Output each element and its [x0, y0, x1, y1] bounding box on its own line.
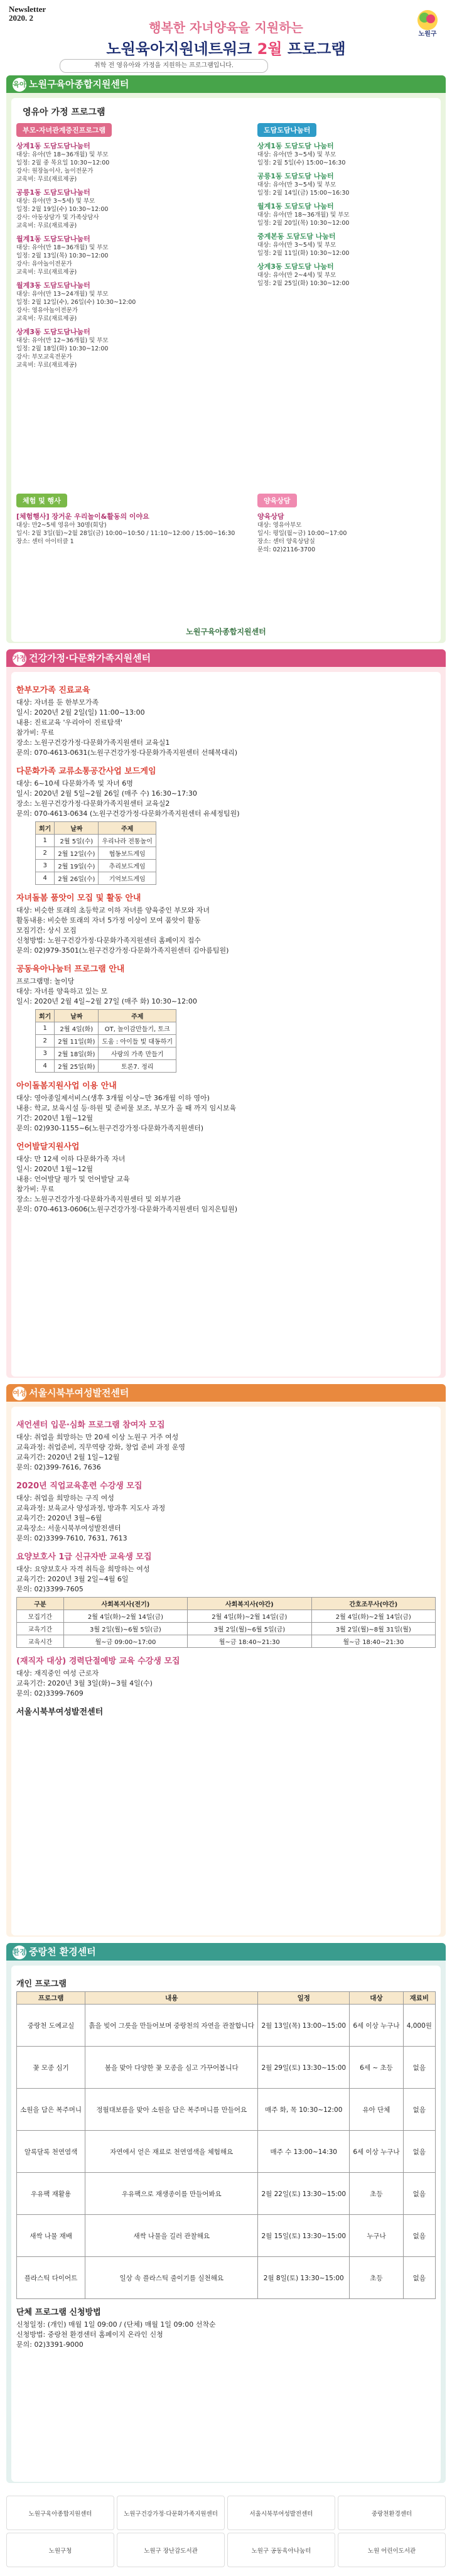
- counsel-detail: 대상: 영유아부모: [257, 522, 302, 529]
- table-cell: 없음: [403, 2215, 435, 2257]
- program-detail: 활동내용: 비슷한 또래의 자녀 5가정 이상이 모여 품앗이 활동: [16, 916, 201, 924]
- table-cell: 새싹 나물 재배: [17, 2215, 85, 2257]
- partner-logo: 중랑천환경센터: [338, 2496, 446, 2530]
- partner-logos: [6, 2496, 446, 2567]
- program-detail: 교육비: 무료(재료제공): [16, 269, 77, 276]
- table-row: [36, 835, 156, 847]
- program-heading: 2020년 직업교육훈련 수강생 모집: [16, 1481, 143, 1491]
- program-title: 상계1동 도담도담 나눔터: [257, 142, 334, 150]
- counsel-block: [257, 494, 439, 554]
- table-cell: 4: [36, 1060, 55, 1073]
- table-cell: 유아 단체: [350, 2089, 403, 2131]
- program-detail: 대상: 유아(만 3~5세) 및 부모: [257, 181, 336, 188]
- program-detail: 대상: 유아(만 12~36개월) 및 부모: [16, 337, 109, 344]
- table-row: [17, 2173, 436, 2215]
- table-cell: 추리보드게임: [99, 860, 156, 872]
- program-detail: 강사: 아동상담가 및 가족상담사: [16, 214, 99, 221]
- program-detail: 대상: 취업을 희망하는 구직 여성: [16, 1494, 114, 1502]
- table-cell: 꽃 모종 심기: [17, 2047, 85, 2089]
- table-cell: 2월 19일(수): [55, 860, 99, 872]
- table-cell: 월~금 18:40~21:30: [188, 1635, 311, 1648]
- table-cell: 4: [36, 872, 55, 885]
- program-detail: 일정: 2월 5일(수) 15:00~16:30: [257, 160, 346, 166]
- table-cell: 3: [36, 1047, 55, 1060]
- program-detail: 교육비: 무료(재료제공): [16, 362, 77, 369]
- newsletter-title: [0, 36, 452, 58]
- partner-logo: 노원구건강가정·다문화가족지원센터: [117, 2496, 225, 2530]
- table-cell: 없음: [403, 2257, 435, 2299]
- table-cell: 매주 수 13:00~14:30: [258, 2131, 350, 2173]
- table-cell: 우유팩으로 재생종이를 만들어봐요: [85, 2173, 258, 2215]
- table-header: 내용: [85, 1992, 258, 2005]
- program-title: 월계3동 도담도담나눔터: [16, 281, 90, 290]
- program-heading: 새언센터 입문·심화 프로그램 참여자 모집: [16, 1421, 165, 1430]
- table-row: [17, 2089, 436, 2131]
- section-header: [6, 1384, 446, 1402]
- program-detail: 내용: 학교, 보육시설 등·하원 및 준비물 보조, 부모가 올 때 까지 임시보육: [16, 1104, 237, 1112]
- program-detail: 대상: 유아(만 18~36개월) 및 부모: [16, 151, 109, 158]
- table-header: 대상: [350, 1992, 403, 2005]
- program-detail: 대상: 자녀를 둔 한부모가족: [16, 698, 99, 706]
- program-title: 상계3동 도담도담 나눔터: [257, 262, 334, 271]
- section-header: [6, 1943, 446, 1961]
- dodam-tag: 도담도담나눔터: [257, 123, 316, 137]
- issue-date: 2020. 2: [9, 13, 33, 23]
- program-detail: 대상: 유아(만 3~5세) 및 부모: [257, 151, 336, 158]
- program-detail: 장소: 노원구건강가정·다문화가족지원센터 교육실1: [16, 739, 170, 747]
- program-detail: 일정: 2월 18일(화) 10:30~12:00: [16, 345, 109, 352]
- table-row: [17, 1623, 436, 1635]
- notice-heading: 단체 프로그램 신청방법: [16, 2308, 101, 2317]
- course-table: [16, 1597, 436, 1648]
- program-heading: 개인 프로그램: [16, 1979, 67, 1989]
- women-program-box: [11, 1407, 441, 1935]
- program-detail: 대상: 유아(만 18~36개월) 및 부모: [16, 244, 109, 251]
- program-detail: 기간: 2020년 1월~12월: [16, 1114, 94, 1122]
- partner-logo: 노원구청: [6, 2533, 114, 2567]
- table-header: 주제: [99, 1010, 176, 1022]
- table-cell: 3월 2일(월)~6월 5일(금): [188, 1623, 311, 1635]
- program-detail: 일시: 2020년 2월 4일~2월 27일 (매주 화) 10:30~12:00: [16, 997, 197, 1005]
- program-title: 중계본동 도담도담 나눔터: [257, 232, 336, 241]
- program-detail: 강사: 부모교육전문가: [16, 354, 72, 360]
- table-row: [36, 1022, 176, 1035]
- program-detail: 내용: 언어발달 평가 및 언어발달 교육: [16, 1175, 130, 1183]
- table-cell: 2월 8일(토) 13:30~15:00: [258, 2257, 350, 2299]
- table-cell: 초등: [350, 2173, 403, 2215]
- center-footer: 서울시북부여성발전센터: [16, 1707, 104, 1717]
- table-cell: 중랑천 도예교실: [17, 2005, 85, 2047]
- table-cell: 3월 2일(월)~8월 31일(월): [311, 1623, 435, 1635]
- experience-tag: 체험 및 행사: [16, 494, 67, 507]
- program-detail: 대상: 유아(만 3~5세) 및 부모: [16, 198, 95, 205]
- table-cell: 플라스틱 다이어트: [17, 2257, 85, 2299]
- program-detail: 대상: 재직중인 여성 근로자: [16, 1669, 99, 1677]
- counsel-tag: 양육상담: [257, 494, 297, 507]
- table-header: 간호조무사(야간): [311, 1598, 435, 1610]
- program-detail: 대상: 유아(만 18~36개월) 및 부모: [257, 212, 350, 219]
- experience-detail: 장소: 센터 아이터클 1: [16, 538, 74, 545]
- table-cell: 없음: [403, 2047, 435, 2089]
- table-cell: 6세 ~ 초등: [350, 2047, 403, 2089]
- program-heading: 한부모가족 진료교육: [16, 686, 90, 695]
- nanum-schedule-table: [35, 1009, 176, 1073]
- table-cell: 교육시간: [17, 1635, 64, 1648]
- table-cell: 교육기간: [17, 1623, 64, 1635]
- program-detail: 교육장소: 서울시북부여성발전센터: [16, 1524, 121, 1532]
- program-heading: 아이돌봄지원사업 이용 안내: [16, 1081, 117, 1091]
- experience-title: [체험행사] 장거운 우리놀이&활동의 이야요: [16, 512, 149, 521]
- table-row: [17, 2047, 436, 2089]
- dodam-list: [257, 141, 439, 288]
- table-row: [36, 1060, 176, 1073]
- counsel-detail: 일시: 평일(월~금) 10:00~17:00: [257, 530, 347, 537]
- table-cell: 2월 26일(수): [55, 872, 99, 885]
- section-tag: 육아: [13, 78, 26, 92]
- program-detail: 대상: 영아종일제서비스(생후 3개월 이상~만 36개월 이하 영아): [16, 1094, 210, 1102]
- table-cell: 우유팩 재활용: [17, 2173, 85, 2215]
- program-detail: 문의: 02)930-1155~6(노원구건강가정·다문화가족지원센터): [16, 1124, 204, 1132]
- table-header: 사회복지사(야간): [188, 1598, 311, 1610]
- table-header: 주제: [99, 822, 156, 835]
- table-cell: 2월 4일(화)~2월 14일(금): [63, 1610, 187, 1623]
- section-environment-center: [6, 1943, 446, 2483]
- table-row: [36, 872, 156, 885]
- section-title: 중랑천 환경센터: [29, 1946, 96, 1957]
- program-detail: 문의: 02)399-7616, 7636: [16, 1463, 101, 1471]
- experience-block: [16, 494, 249, 546]
- counsel-lines: [257, 521, 439, 554]
- table-cell: 월~금 18:40~21:30: [311, 1635, 435, 1648]
- program-detail: 문의: 070-4613-0634 (노원구건강가정·다문화가족지원센터 유세정팀원): [16, 809, 240, 818]
- table-cell: 2월 29일(토) 13:30~15:00: [258, 2047, 350, 2089]
- program-detail: 일시: 2020년 1월~12월: [16, 1165, 94, 1173]
- program-detail: 대상: 자녀를 양육하고 있는 모: [16, 987, 108, 995]
- table-cell: 월~금 09:00~17:00: [63, 1635, 187, 1648]
- experience-lines: [16, 521, 249, 546]
- program-detail: 교육과정: 보육교사 양성과정, 방과후 지도사 과정: [16, 1504, 166, 1512]
- program-box: [11, 98, 441, 642]
- table-header: 일정: [258, 1992, 350, 2005]
- table-cell: 6세 이상 누구나: [350, 2131, 403, 2173]
- table-row: [17, 1610, 436, 1623]
- program-detail: 내용: 진료교육 '우리아이 진료탐색': [16, 718, 123, 727]
- table-cell: 없음: [403, 2131, 435, 2173]
- table-header: 회기: [36, 1010, 55, 1022]
- table-cell: 3: [36, 860, 55, 872]
- program-heading: 다문화가족 교류소통공간사업 보드게임: [16, 767, 156, 776]
- table-cell: 모집기간: [17, 1610, 64, 1623]
- program-detail: 참가비: 무료: [16, 728, 55, 737]
- environment-program-box: [11, 1966, 441, 2482]
- program-detail: 문의: 02)3399-7610, 7631, 7613: [16, 1534, 127, 1542]
- table-cell: 2월 4일(화)~2월 14일(금): [311, 1610, 435, 1623]
- table-cell: 누구나: [350, 2215, 403, 2257]
- program-detail: 대상: 유아(만 2~4세) 및 부모: [257, 272, 336, 279]
- partner-logo: 노원구 공동육아나눔터: [227, 2533, 335, 2567]
- program-detail: 문의: 02)3399-7605: [16, 1585, 83, 1593]
- table-cell: 2월 25일(화): [55, 1060, 99, 1073]
- table-cell: 알록달록 천연염색: [17, 2131, 85, 2173]
- notice-line: 문의: 02)3391-9000: [16, 2341, 83, 2349]
- program-title: 상계3동 도담도담나눔터: [16, 328, 90, 336]
- parent-child-column: [16, 123, 249, 369]
- table-cell: 2월 5일(수): [55, 835, 99, 847]
- table-cell: 없음: [403, 2173, 435, 2215]
- program-detail: 모집기간: 상시 모집: [16, 926, 77, 934]
- table-cell: 협동보드게임: [99, 847, 156, 860]
- family-program-box: [11, 672, 441, 1377]
- program-detail: 장소: 노원구건강가정·다문화가족지원센터 교육실2: [16, 799, 170, 808]
- program-detail: 교육비: 무료(재료제공): [16, 315, 77, 322]
- table-cell: 우리나라 전통놀이: [99, 835, 156, 847]
- table-row: [17, 2005, 436, 2047]
- partner-logo: 노원구육아종합지원센터: [6, 2496, 114, 2530]
- title-end: 프로그램: [282, 40, 346, 58]
- program-title: 상계1동 도담도담나눔터: [16, 142, 90, 150]
- newsletter-subtitle: 행복한 자녀양육을 지원하는: [149, 20, 303, 35]
- table-cell: 2: [36, 847, 55, 860]
- notice-line: 신청일정: (개인) 매월 1일 09:00 / (단체) 매월 1일 09:00 선착순: [16, 2320, 216, 2329]
- program-detail: 일정: 2월 25일(화) 10:30~12:00: [257, 280, 350, 287]
- program-detail: 일정: 2월 14일(금) 15:00~16:30: [257, 190, 350, 197]
- table-cell: OT, 놀이감만들기, 토크: [99, 1022, 176, 1035]
- program-title: 공릉1동 도담도담나눔터: [16, 188, 90, 197]
- boardgame-schedule-table: [35, 821, 156, 885]
- program-detail: 교육기간: 2020년 3월 2일~4월 6일: [16, 1575, 129, 1583]
- program-detail: 교육비: 무료(재료제공): [16, 176, 77, 183]
- section-title: 노원구육아종합지원센터: [29, 78, 129, 90]
- table-row: [17, 2257, 436, 2299]
- program-detail: 교육과정: 취업준비, 직무역량 강화, 창업 준비 과정 운영: [16, 1443, 185, 1451]
- program-title: 월계1동 도담도담나눔터: [16, 235, 90, 243]
- table-cell: 2월 4일(화): [55, 1022, 99, 1035]
- program-detail: 일시: 2020년 2월 2일(일) 11:00~13:00: [16, 708, 145, 717]
- program-detail: 일정: 2월 11일(화) 10:30~12:00: [257, 250, 350, 257]
- table-row: [17, 1635, 436, 1648]
- program-detail: 교육기간: 2020년 3월 3일(화)~3월 4일(수): [16, 1679, 153, 1687]
- partner-logo: 서울시북부여성발전센터: [227, 2496, 335, 2530]
- counsel-detail: 문의: 02)2116-3700: [257, 546, 316, 553]
- program-detail: 교육비: 무료(재료제공): [16, 222, 77, 229]
- newsletter-text: Newsletter: [9, 4, 46, 14]
- program-detail: 대상: 만 12세 이하 다문화가족 자녀: [16, 1155, 126, 1163]
- table-cell: 새싹 나물을 길러 관찰해요: [85, 2215, 258, 2257]
- table-row: [36, 860, 156, 872]
- program-detail: 대상: 요양보호사 자격 취득을 희망하는 여성: [16, 1565, 150, 1573]
- program-detail: 프로그램명: 놀이당: [16, 977, 75, 985]
- dodam-column: [257, 123, 439, 288]
- table-header: 날짜: [55, 1010, 99, 1022]
- environment-program-table: [16, 1991, 436, 2299]
- program-detail: 신청방법: 노원구건강가정·다문화가족지원센터 홈페이지 접수: [16, 936, 201, 944]
- section-childcare-center: [6, 75, 446, 643]
- table-cell: 3월 2일(월)~6월 5일(금): [63, 1623, 187, 1635]
- program-heading: 요양보호사 1급 신규자반 교육생 모집: [16, 1552, 152, 1562]
- table-cell: 2월 15일(토) 13:30~15:00: [258, 2215, 350, 2257]
- table-row: [17, 2215, 436, 2257]
- table-cell: 2월 13일(목) 13:00~15:00: [258, 2005, 350, 2047]
- logo-text: 노원구: [418, 31, 437, 38]
- program-detail: 교육기간: 2020년 3월~6월: [16, 1514, 102, 1522]
- program-detail: 대상: 취업을 희망하는 만 20세 이상 노원구 거주 여성: [16, 1433, 179, 1441]
- experience-detail: 일시: 2월 3일(월)~2월 28일(금) 10:00~10:50 / 11:10~12:00 / 15:00~16:30: [16, 530, 235, 537]
- program-heading: 공동육아나눔터 프로그램 안내: [16, 965, 125, 974]
- table-header: 사회복지사(전기): [63, 1598, 187, 1610]
- program-heading: (재직자 대상) 경력단절예방 교육 수강생 모집: [16, 1657, 180, 1666]
- program-detail: 문의: 02)3399-7609: [16, 1689, 83, 1697]
- table-header: 프로그램: [17, 1992, 85, 2005]
- program-detail: 강사: 유아놀이전문가: [16, 261, 72, 268]
- program-detail: 교육기간: 2020년 2월 1일~12월: [16, 1453, 120, 1461]
- table-cell: 소원을 담은 복주머니: [17, 2089, 85, 2131]
- section-title: 건강가정·다문화가족지원센터: [29, 652, 151, 664]
- table-cell: 기억보드게임: [99, 872, 156, 885]
- section-tag: 환경: [13, 1946, 26, 1959]
- table-cell: 2월 18일(화): [55, 1047, 99, 1060]
- table-cell: 1: [36, 835, 55, 847]
- table-cell: 2월 22일(토) 13:30~15:00: [258, 2173, 350, 2215]
- program-detail: 문의: 02)979-3501(노원구건강가정·다문화가족지원센터 김아름팀원): [16, 946, 229, 955]
- table-cell: 사랑의 가족 만들기: [99, 1047, 176, 1060]
- parent-child-list: [16, 141, 249, 369]
- table-row: [36, 1035, 176, 1047]
- table-cell: 4,000원: [403, 2005, 435, 2047]
- title-main: 노원육아지원네트워크: [106, 40, 257, 58]
- partner-logo: 노원구 장난감도서관: [117, 2533, 225, 2567]
- program-detail: 대상: 유아(만 13~24개월) 및 부모: [16, 291, 109, 298]
- program-detail: 대상: 6~10세 다문화가족 및 자녀 6명: [16, 779, 133, 787]
- program-heading: 영유아 가정 프로그램: [23, 107, 105, 117]
- table-row: [17, 2131, 436, 2173]
- program-detail: 일정: 2월 20일(목) 10:30~12:00: [257, 220, 350, 227]
- table-cell: 정월대보름을 맞아 소원을 담은 복주머니를 만들어요: [85, 2089, 258, 2131]
- program-detail: 장소: 노원구건강가정·다문화가족지원센터 및 외부기관: [16, 1195, 181, 1203]
- table-cell: 1: [36, 1022, 55, 1035]
- counsel-detail: 장소: 센터 양육상담실: [257, 538, 315, 545]
- program-title: 월계1동 도담도담 나눔터: [257, 202, 334, 210]
- center-footer: 노원구육아종합지원센터: [186, 627, 266, 636]
- program-detail: 일정: 2월 12일(수), 26일(수) 10:30~12:00: [16, 299, 136, 306]
- table-cell: 흙을 빚어 그릇을 만들어보며 중랑천의 자연을 관찰합니다: [85, 2005, 258, 2047]
- program-heading: 언어발달지원사업: [16, 1142, 80, 1152]
- table-cell: 없음: [403, 2089, 435, 2131]
- experience-detail: 대상: 만2~5세 영유아 30명(회당): [16, 522, 107, 529]
- table-cell: 초등: [350, 2257, 403, 2299]
- section-tag: 가정: [13, 652, 26, 666]
- table-cell: 2: [36, 1035, 55, 1047]
- table-cell: 2월 11일(화): [55, 1035, 99, 1047]
- table-header: 구분: [17, 1598, 64, 1610]
- program-detail: 일정: 2월 19일(수) 10:30~12:00: [16, 206, 109, 213]
- table-cell: 도움 : 아이들 빛 대동하기: [99, 1035, 176, 1047]
- program-detail: 대상: 비슷한 또래의 초등학교 이하 자녀를 양육중인 부모와 자녀: [16, 906, 210, 914]
- program-detail: 참가비: 무료: [16, 1185, 55, 1193]
- program-detail: 강사: 영유아놀이전문가: [16, 307, 78, 314]
- table-header: 재료비: [403, 1992, 435, 2005]
- parent-child-tag: 부모-자녀관계증진프로그램: [16, 123, 112, 137]
- table-cell: 2월 4일(화)~2월 14일(금): [188, 1610, 311, 1623]
- section-tag: 여성: [13, 1387, 26, 1400]
- table-cell: 일상 속 플라스틱 줄이기를 실천해요: [85, 2257, 258, 2299]
- table-cell: 자연에서 얻은 재료로 천연염색을 체험해요: [85, 2131, 258, 2173]
- notice-line: 신청방법: 중랑천 환경센터 홈페이지 온라인 신청: [16, 2330, 163, 2339]
- table-cell: 2월 12일(수): [55, 847, 99, 860]
- section-family-center: [6, 649, 446, 1378]
- partner-logo: 노원 어린이도서관: [338, 2533, 446, 2567]
- table-cell: 6세 이상 누구나: [350, 2005, 403, 2047]
- section-women-center: [6, 1384, 446, 1937]
- counsel-title: 양육상담: [257, 512, 284, 521]
- table-row: [36, 847, 156, 860]
- table-row: [36, 1047, 176, 1060]
- program-detail: 일정: 2월 중 목요일 10:30~12:00: [16, 160, 110, 166]
- program-detail: 문의: 070-4613-0606(노원구건강가정·다문화가족지원센터 임지은팀원): [16, 1205, 238, 1213]
- title-month: 2월: [257, 40, 282, 58]
- table-cell: 봄을 맞아 다양한 꽃 모종을 심고 가꾸어봅니다: [85, 2047, 258, 2089]
- program-detail: 문의: 070-4613-0631(노원구건강가정·다문화가족지원센터 선혜복대리): [16, 749, 238, 757]
- program-title: 공릉1동 도담도담 나눔터: [257, 172, 334, 180]
- table-cell: 토론7. 정리: [99, 1060, 176, 1073]
- table-header: 회기: [36, 822, 55, 835]
- section-header: [6, 649, 446, 667]
- program-detail: 일정: 2월 13일(목) 10:30~12:00: [16, 252, 109, 259]
- program-detail: 일시: 2020년 2월 5일~2월 26일 (매주 수) 16:30~17:30: [16, 789, 197, 798]
- newsletter-header: [0, 0, 452, 75]
- program-heading: 자녀돌봄 품앗이 모집 및 활동 안내: [16, 894, 141, 903]
- program-detail: 대상: 유아(만 3~5세) 및 부모: [257, 242, 336, 249]
- intro-text: 취학 전 영유아와 가정을 지원하는 프로그램입니다.: [60, 59, 268, 73]
- section-header: [6, 75, 446, 93]
- program-detail: 강사: 원장놀이사, 놀이전문가: [16, 168, 94, 175]
- table-cell: 매주 화, 목 10:30~12:00: [258, 2089, 350, 2131]
- table-header: 날짜: [55, 822, 99, 835]
- section-title: 서울시북부여성발전센터: [29, 1387, 129, 1399]
